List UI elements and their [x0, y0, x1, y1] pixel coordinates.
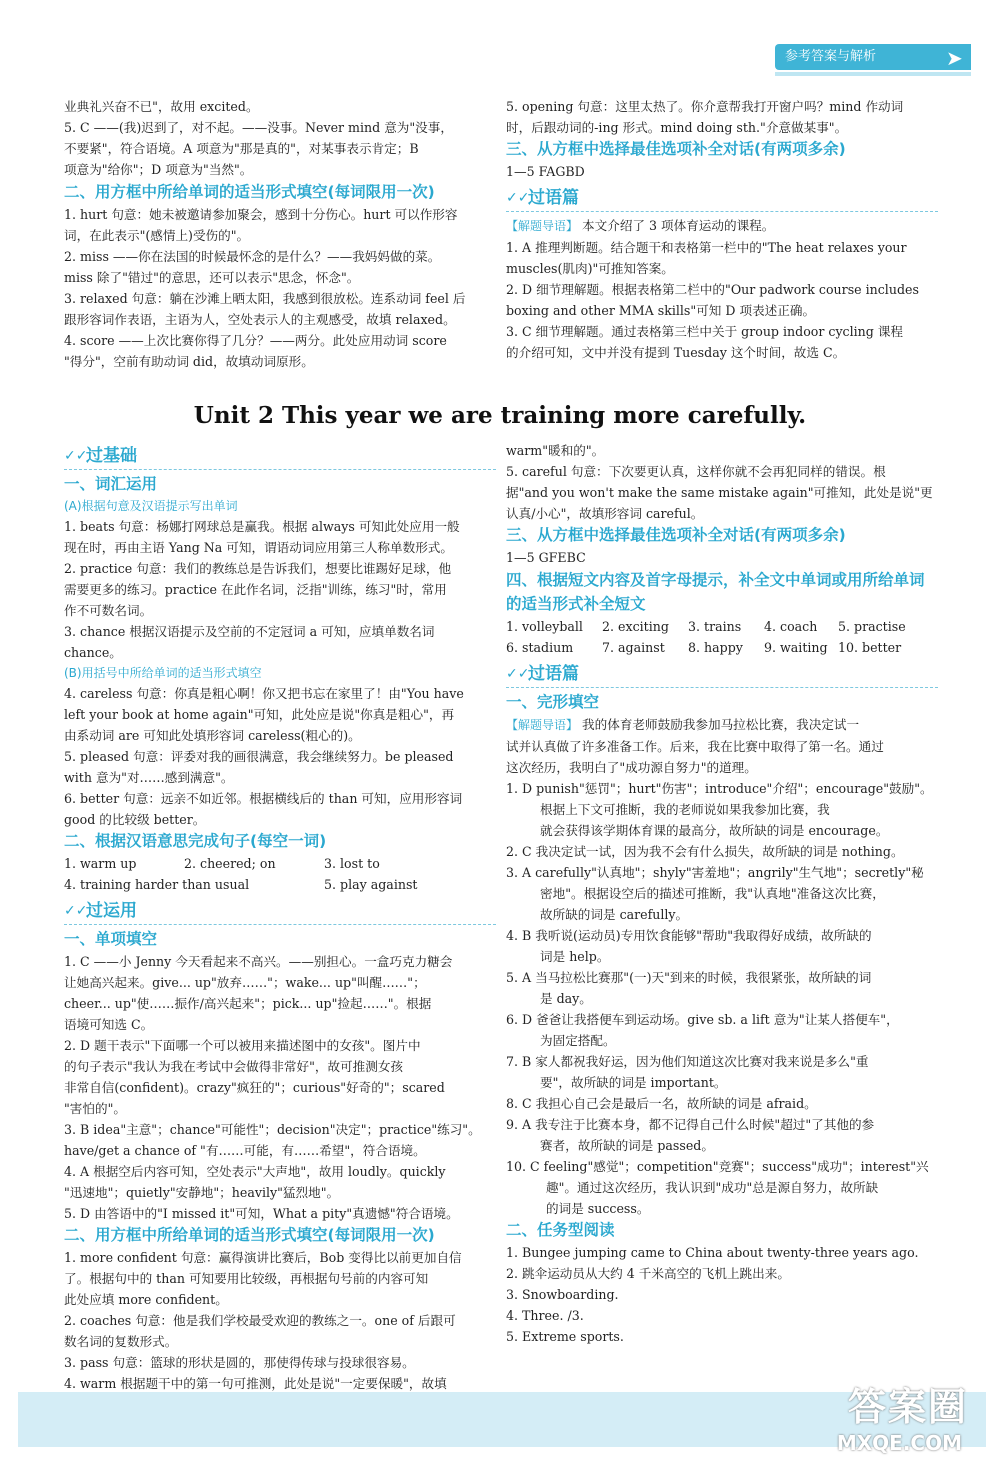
answer-line: 4. score ——上次比赛你得了几分？——两分。此处应用动词 score [64, 333, 447, 348]
answer-line: 5. D 由答语中的"I missed it"可知，What a pity"真遗憾"符合语境。 [64, 1206, 459, 1221]
text-line: 项意为"给你"；D 项意为"当然"。 [64, 162, 253, 177]
check-marks-icon: ✓✓ [506, 190, 530, 206]
text-line: 认真/小心"，故填形容词 careful。 [506, 506, 704, 521]
answer-line: 3. A carefully"认真地"；shyly"害羞地"；angrily"生气地"；secretly"秘 [506, 865, 924, 880]
answer-cell: 4. training harder than usual [64, 877, 250, 892]
answer-line: 跟形容词作表语，主语为人，空处表示人的主观感受，故填 relaxed。 [64, 312, 456, 327]
answer-line: 让她高兴起来。give... up"放弃……"；wake... up"叫醒……"； [64, 975, 426, 990]
band-heading [506, 185, 938, 212]
answer-line: "得分"，空前有助动词 did，故填动词原形。 [64, 354, 314, 369]
section-heading: 二、用方框中所给单词的适当形式填空(每词限用一次) [64, 1226, 435, 1244]
answer-line: boxing and other MMA skills"可知 D 项表述正确。 [506, 303, 816, 318]
answer-line: 需要更多的练习。practice 在此作名词，泛指"训练，练习"时，常用 [64, 582, 447, 597]
guide-tag: 【解题导语】 [506, 718, 579, 732]
section-heading: 二、根据汉语意思完成句子(每空一词) [64, 832, 327, 850]
band-label: 过运用 [86, 901, 137, 921]
answer-line: 密地"。根据设空后的描述可推断，我"认真地"准备这次比赛， [540, 886, 885, 901]
section-heading: 三、从方框中选择最佳选项补全对话(有两项多余) [506, 140, 846, 158]
check-marks-icon: ✓✓ [64, 448, 88, 464]
answer-cell: 8. happy [688, 640, 743, 655]
answer-line: 3. Snowboarding. [506, 1287, 619, 1302]
answer-cell: 2. exciting [602, 619, 669, 634]
text-line: 据"and you won't make the same mistake again"可推知，此处是说"更 [506, 485, 933, 500]
section-heading: 四、根据短文内容及首字母提示，补全文中单词或用所给单词的适当形式补全短文 [506, 571, 925, 613]
answer-line: 8. C 我担心自己会是最后一名，故所缺的词是 afraid。 [506, 1096, 817, 1111]
section-heading: 一、词汇运用 [64, 475, 158, 493]
answer-line: 4. warm 根据题干中的第一句可推测，此处是说"一定要保暖"，故填 [64, 1376, 447, 1391]
answer-line: 为固定搭配。 [540, 1033, 616, 1048]
answer-line: 根据上下文可推断，我的老师说如果我参加比赛，我 [540, 802, 830, 817]
answer-line: 6. D 爸爸让我搭便车到运动场。give sb. a lift 意为"让某人搭便车"， [506, 1012, 899, 1027]
watermark-logo: 答案圈 [847, 1385, 968, 1429]
answer-cell: 2. cheered; on [184, 856, 276, 871]
guide-tag: 【解题导语】 [506, 219, 579, 233]
answer-line: 4. careless 句意：你真是粗心啊！你又把书忘在家里了！由"You have [64, 686, 464, 701]
answer-row [506, 637, 938, 658]
page-header-label: 参考答案与解析 [775, 44, 971, 70]
answer-line: 语境可知选 C。 [64, 1017, 154, 1032]
answer-line: 1. more confident 句意：赢得演讲比赛后，Bob 变得比以前更加自信 [64, 1250, 462, 1265]
answer-line: have/get a chance of "有……可能，有……希望"，符合语境。 [64, 1143, 426, 1158]
answer-line: 1. hurt 句意：她未被邀请参加聚会，感到十分伤心。hurt 可以作形容 [64, 207, 458, 222]
guide-line: 试并认真做了许多准备工作。后来，我在比赛中取得了第一名。通过 [506, 739, 884, 754]
answer-line: 词是 help。 [540, 949, 610, 964]
answer-cell: 1. volleyball [506, 619, 583, 634]
answer-line: 2. D 细节理解题。根据表格第二栏中的"Our padwork course includes [506, 282, 919, 297]
answer-cell: 9. waiting [764, 640, 828, 655]
answer-line: 5. Extreme sports. [506, 1329, 624, 1344]
left-main-column [64, 440, 496, 1394]
text-line: 5. careful 句意：下次要更认真，这样你就不会再犯同样的错误。根 [506, 464, 886, 479]
answer-line: 3. C 细节理解题。通过表格第三栏中关于 group indoor cycling 课程 [506, 324, 904, 339]
answer-line: 3. B idea"主意"；chance"可能性"；decision"决定"；practice"练习"。 [64, 1122, 481, 1137]
answer-line: 故所缺的词是 carefully。 [540, 907, 689, 922]
answer-line: 5. A 当马拉松比赛那"(一)天"到来的时候，我很紧张，故所缺的词 [506, 970, 872, 985]
answer-line: cheer... up"使……振作/高兴起来"；pick... up"捡起……"。根据 [64, 996, 432, 1011]
answer-line: 2. C 我决定试一试，因为我不会有什么损失，故所缺的词是 nothing。 [506, 844, 904, 859]
answer-line: 3. chance 根据汉语提示及空前的不定冠词 a 可知，应填单数名词 [64, 624, 435, 639]
answer-line: 了。根据句中的 than 可知要用比较级，再根据句号前的内容可知 [64, 1271, 429, 1286]
top-right-column [506, 96, 938, 363]
check-marks-icon: ✓✓ [64, 903, 88, 919]
answer-line: 1. A 推理判断题。结合题干和表格第一栏中的"The heat relaxes your [506, 240, 907, 255]
answer-line: 的介绍可知，文中并没有提到 Tuesday 这个时间，故选 C。 [506, 345, 846, 360]
answer-line: 2. D 题干表示"下面哪一个可以被用来描述图中的女孩"。图片中 [64, 1038, 421, 1053]
watermark-url: MXQE.COM [836, 1431, 962, 1455]
answer-line: 10. C feeling"感觉"；competition"竞赛"；success"成功"；interest"兴 [506, 1159, 929, 1174]
check-marks-icon: ✓✓ [506, 666, 530, 682]
answer-line: 9. A 我专注于比赛本身，都不记得自己什么时候"超过"了其他的参 [506, 1117, 875, 1132]
answer-line: chance。 [64, 645, 122, 660]
answer-line: 数名词的复数形式。 [64, 1334, 178, 1349]
answer-line: muscles(肌肉)"可推知答案。 [506, 261, 674, 276]
section-heading: 二、用方框中所给单词的适当形式填空(每词限用一次) [64, 183, 435, 201]
answer-line: 2. 跳伞运动员从大约 4 千米高空的飞机上跳出来。 [506, 1266, 790, 1281]
answer-cell: 5. practise [838, 619, 906, 634]
answer-line: 3. relaxed 句意：躺在沙滩上晒太阳，我感到很放松。连系动词 feel 后 [64, 291, 466, 306]
band-heading [506, 661, 938, 688]
answer-line: 1. beats 句意：杨娜打网球总是赢我。根据 always 可知此处应用一般 [64, 519, 460, 534]
footer-band [18, 1385, 986, 1455]
answer-line: 作不可数名词。 [64, 603, 153, 618]
section-heading: 二、任务型阅读 [506, 1221, 615, 1239]
band-heading [64, 898, 496, 925]
answer-line: left your book at home again"可知，此处应是说"你真是粗心"，再 [64, 707, 455, 722]
answer-line: 2. miss ——你在法国的时候最怀念的是什么？——我妈妈做的菜。 [64, 249, 441, 264]
answer-line: 3. pass 句意：篮球的形状是圆的，那使得传球与投球很容易。 [64, 1355, 415, 1370]
unit-title: Unit 2 This year we are training more carefully. [193, 402, 807, 429]
text-line: 业典礼兴奋不已"，故用 excited。 [64, 99, 259, 114]
answer-line: 赛者，故所缺的词是 passed。 [540, 1138, 714, 1153]
rocket-icon: ➤ [946, 46, 963, 70]
right-main-column [506, 440, 938, 1347]
answer-line: 1. Bungee jumping came to China about twenty-three years ago. [506, 1245, 919, 1260]
guide-text: 本文介绍了 3 项体育运动的课程。 [582, 218, 775, 233]
answer-row [64, 853, 496, 874]
answer-cell: 1. warm up [64, 856, 137, 871]
band-label: 过语篇 [528, 188, 579, 208]
top-left-column [64, 96, 496, 372]
answer-line: 5. pleased 句意：评委对我的画很满意，我会继续努力。be pleased [64, 749, 454, 764]
band-label: 过基础 [86, 446, 137, 466]
answer-line: 是 day。 [540, 991, 592, 1006]
guide-line [506, 714, 938, 736]
section-heading: 一、完形填空 [506, 693, 600, 711]
answer-line: 1. D punish"惩罚"；hurt"伤害"；introduce"介绍"；encourage"鼓励"。 [506, 781, 933, 796]
section-heading: 三、从方框中选择最佳选项补全对话(有两项多余) [506, 526, 846, 544]
answer-line: 此处应填 more confident。 [64, 1292, 228, 1307]
answer-line: 4. A 根据空后内容可知，空处表示"大声地"，故用 loudly。quickly [64, 1164, 446, 1179]
answer-line: 要"，故所缺的词是 important。 [540, 1075, 727, 1090]
answer-line: 词，在此表示"(感情上)受伤的"。 [64, 228, 250, 243]
answer-cell: 3. lost to [324, 856, 380, 871]
answer-line: 2. practice 句意：我们的教练总是告诉我们，想要比谁踢好足球，他 [64, 561, 452, 576]
answer-line: 现在时，再由主语 Yang Na 可知，谓语动词应用第三人称单数形式。 [64, 540, 453, 555]
answer-cell: 4. coach [764, 619, 818, 634]
answer-cell: 5. play against [324, 877, 418, 892]
answer-line: 的词是 success。 [546, 1201, 650, 1216]
text-line: warm"暖和的"。 [506, 443, 605, 458]
answer-row [506, 616, 938, 637]
answer-line: 由系动词 are 可知此处填形容词 careless(粗心的)。 [64, 728, 361, 743]
band-heading [64, 443, 496, 470]
answer-line: 就会获得该学期体育课的最高分，故所缺的词是 encourage。 [540, 823, 889, 838]
band-label: 过语篇 [528, 664, 579, 684]
answer-cell: 7. against [602, 640, 665, 655]
answer-line: 的句子表示"我认为我在考试中会做得非常好"，故可推测女孩 [64, 1059, 404, 1074]
text-line: 5. C ——(我)迟到了，对不起。——没事。Never mind 意为"没事， [64, 120, 453, 135]
answer-cell: 6. stadium [506, 640, 574, 655]
sub-heading: (A)根据句意及汉语提示写出单词 [64, 499, 238, 513]
guide-text: 我的体育老师鼓励我参加马拉松比赛，我决定试一 [582, 717, 860, 732]
answer-line: 1—5 GFEBC [506, 550, 586, 565]
section-heading: 一、单项填空 [64, 930, 158, 948]
answer-line: 7. B 家人都祝我好运，因为他们知道这次比赛对我来说是多么"重 [506, 1054, 869, 1069]
answer-line: 6. better 句意：远亲不如近邻。根据横线后的 than 可知，应用形容词 [64, 791, 463, 806]
answer-line: 1. C ——小 Jenny 今天看起来不高兴。——别担心。一盒巧克力糖会 [64, 954, 453, 969]
text-line: 时，后跟动词的-ing 形式。mind doing sth."介意做某事"。 [506, 120, 848, 135]
answer-line: "害怕的"。 [64, 1101, 126, 1116]
answer-line: 趣"。通过这次经历，我认识到"成功"总是源自努力，故所缺 [546, 1180, 879, 1195]
text-line: 不要紧"，符合语境。A 项意为"那是真的"，对某事表示肯定；B [64, 141, 419, 156]
answer-line: with 意为"对……感到满意"。 [64, 770, 234, 785]
answer-line: 2. coaches 句意：他是我们学校最受欢迎的教练之一。one of 后跟可 [64, 1313, 456, 1328]
answer-line: 1—5 FAGBD [506, 164, 585, 179]
answer-line: miss 除了"错过"的意思，还可以表示"思念，怀念"。 [64, 270, 360, 285]
answer-line: "迅速地"；quietly"安静地"；heavily"猛烈地"。 [64, 1185, 340, 1200]
answer-cell: 10. better [838, 640, 902, 655]
text-line: 5. opening 句意：这里太热了。你介意帮我打开窗户吗？mind 作动词 [506, 99, 904, 114]
sub-heading: (B)用括号中所给单词的适当形式填空 [64, 666, 262, 680]
answer-line: 4. Three. /3. [506, 1308, 584, 1323]
guide-line [506, 215, 938, 237]
answer-row [64, 874, 496, 895]
answer-line: 4. B 我听说(运动员)专用饮食能够"帮助"我取得好成绩，故所缺的 [506, 928, 872, 943]
answer-line: good 的比较级 better。 [64, 812, 206, 827]
answer-line: 非常自信(confident)。crazy"疯狂的"；curious"好奇的"；scared [64, 1080, 445, 1095]
guide-line: 这次经历，我明白了"成功源自努力"的道理。 [506, 760, 757, 775]
header-stripe [775, 72, 971, 76]
answer-cell: 3. trains [688, 619, 742, 634]
